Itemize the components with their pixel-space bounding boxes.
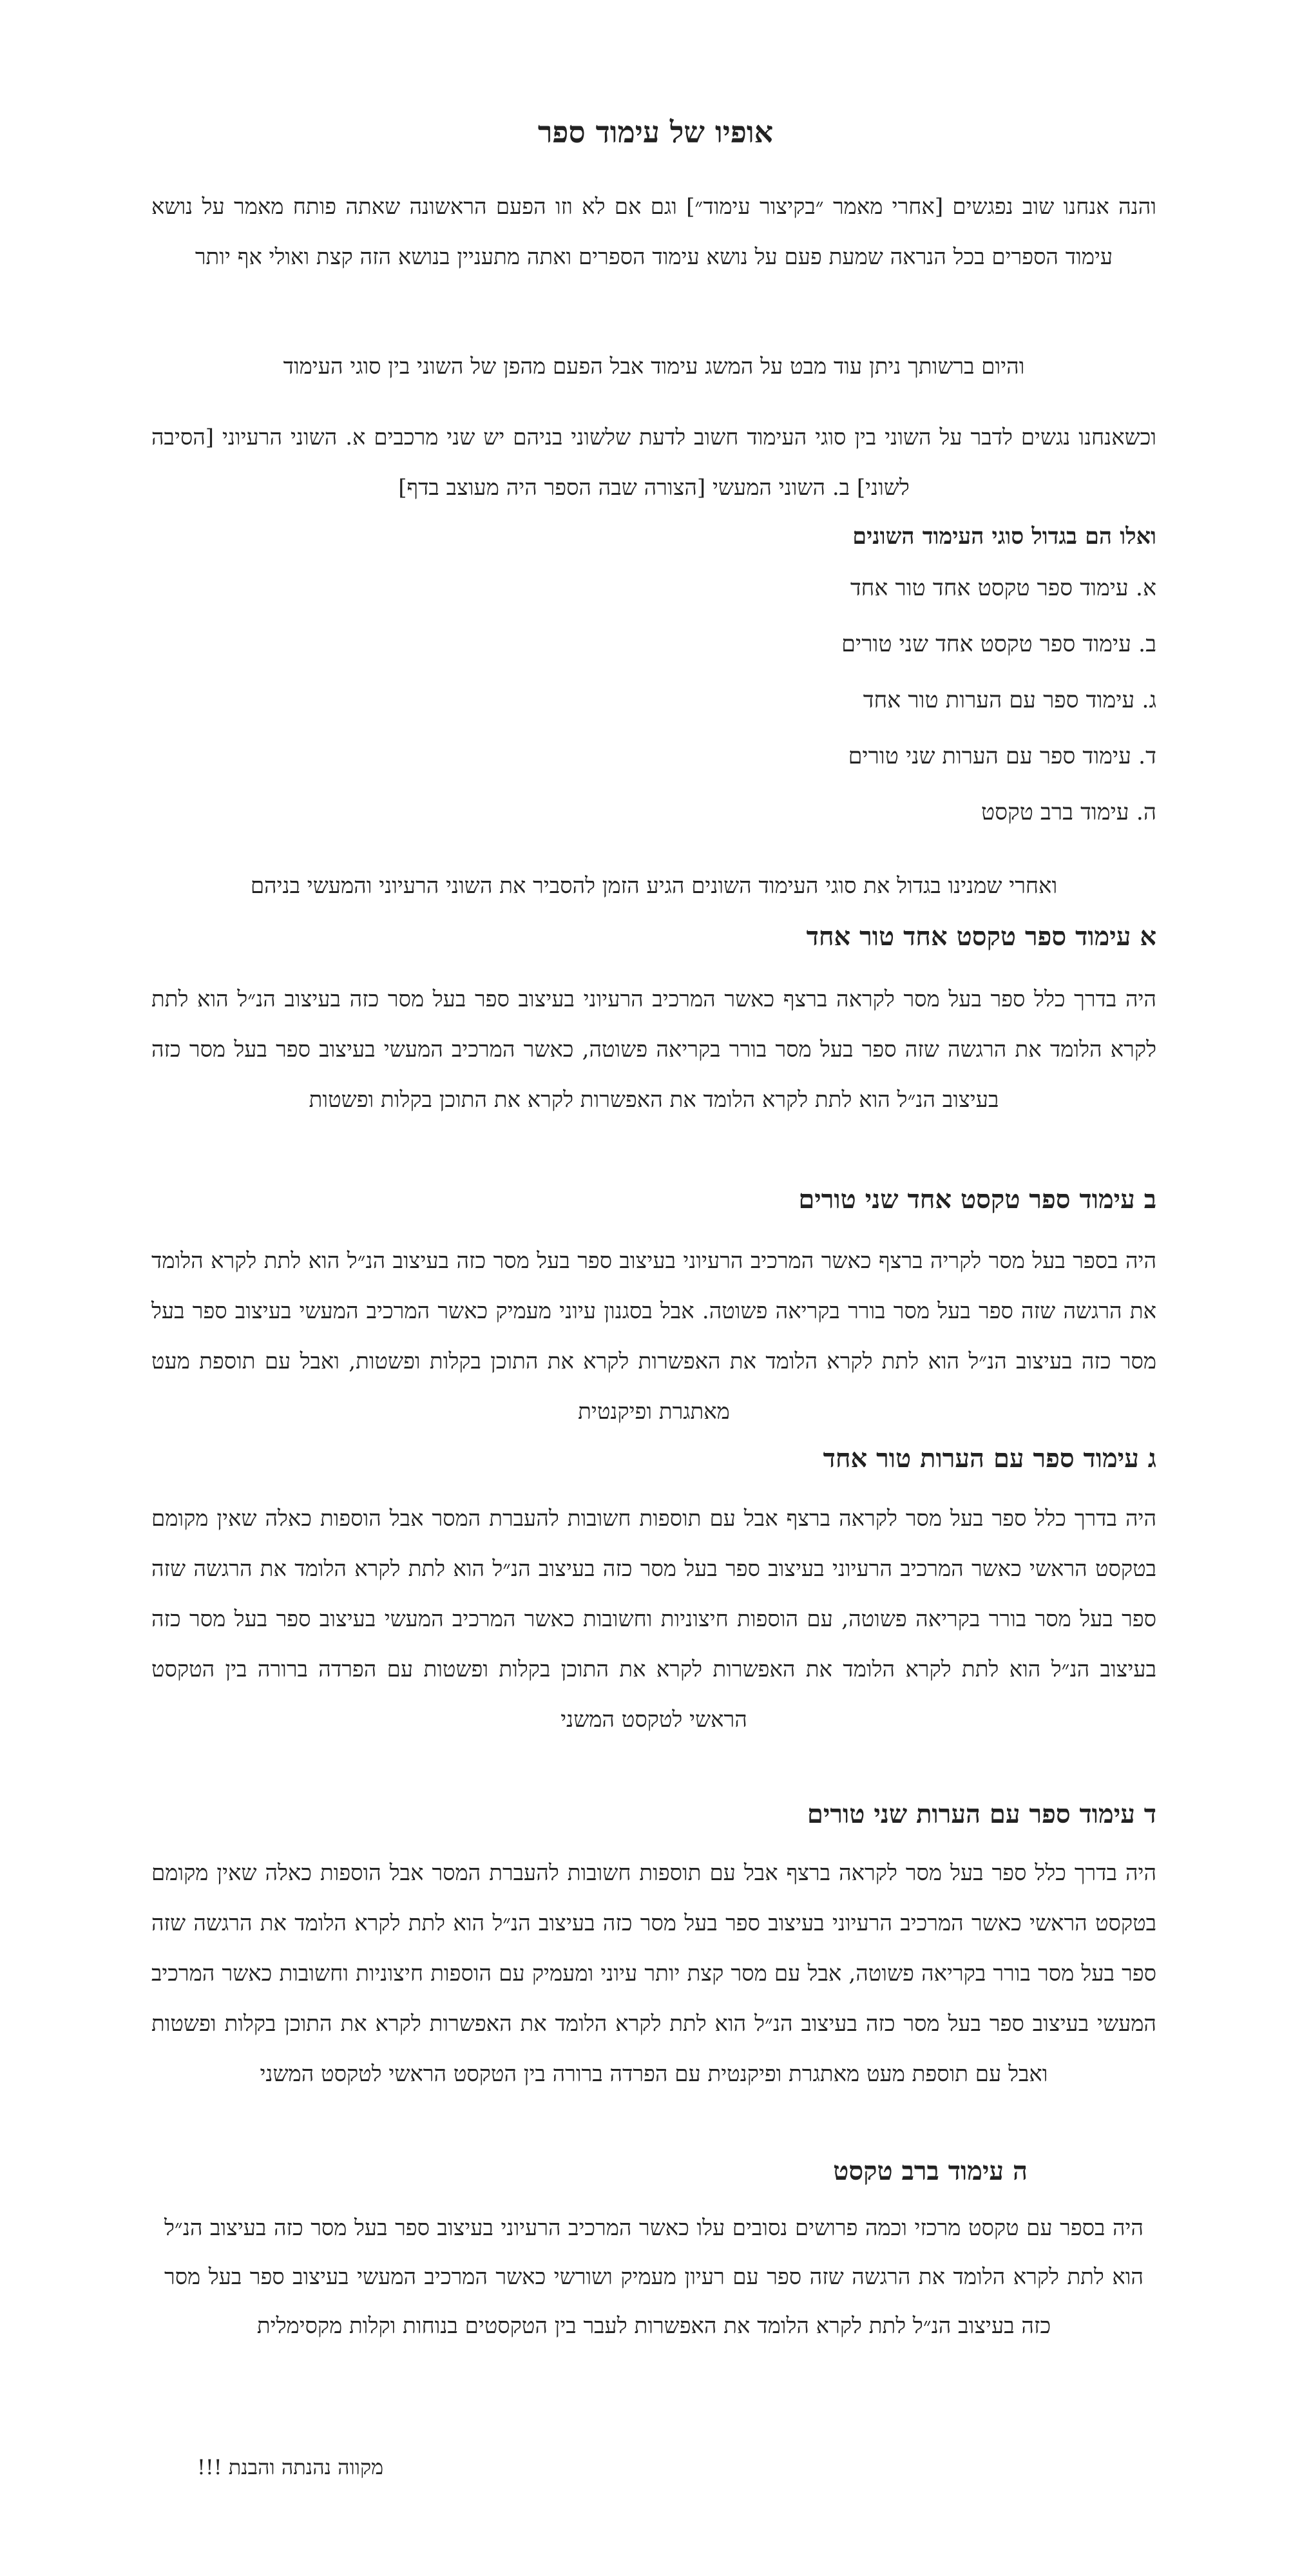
types-heading: ואלו הם בגדול סוגי העימוד השונים [852, 523, 1156, 550]
transition-paragraph: ואחרי שמנינו בגדול את סוגי העימוד השונים הגיע הזמן להסביר את השוני הרעיוני והמעשי בניהם [250, 873, 1058, 899]
section-heading: ב עימוד ספר טקסט אחד שני טורים [798, 1184, 1156, 1215]
differences-paragraph: וכשאנחנו נגשים לדבר על השוני בין סוגי העימוד חשוב לדעת שלשוני בניהם יש שני מרכבים א. השוני הרעיוני [הסיבה לשוני] ב. השוני המעשי [הצורה שבה הספר היה מעוצב בדף] [151, 425, 1156, 501]
section-heading: ד עימוד ספר עם הערות שני טורים [807, 1799, 1156, 1829]
section-body: היה בדרך כלל ספר בעל מסר לקראה ברצף כאשר המרכיב הרעיוני בעיצוב ספר בעל מסר כזה בעיצוב הנ״ל הוא לתת לקרא הלומד את הרגשה שזה ספר בעל מסר בורר בקריאה פשוטה, כאשר המרכיב המעשי בעיצוב ספר בעל מסר כזה בעיצוב הנ״ל הוא לתת לקרא הלומד את האפשרות לקרא את התוכן בקלות ופשטות [151, 986, 1156, 1113]
list-item: א. עימוד ספר טקסט אחד טור אחד [850, 575, 1156, 601]
types-list [841, 561, 1156, 841]
intro-paragraph: והנה אנחנו שוב נפגשים [אחרי מאמר ״בקיצור עימוד״] וגם אם לא וזו הפעם הראשונה שאתה פותח מאמר על נושא עימוד הספרים בכל הנראה שמעת פעם על נושא עימוד הספרים ואתה מתעניין בנושא הזה קצת ואולי אף יותר [151, 194, 1156, 270]
section-body: היה בדרך כלל ספר בעל מסר לקראה ברצף אבל עם תוספות חשובות להעברת המסר אבל הוספות כאלה שאין מקומם בטקסט הראשי כאשר המרכיב הרעיוני בעיצוב ספר בעל מסר כזה בעיצוב הנ״ל הוא לתת לקרא הלומד את הרגשה שזה ספר בעל מסר בורר בקריאה פשוטה, אבל עם מסר קצת יותר עיוני ומעמיק עם הוספות חיצוניות וחשובות כאשר המרכיב המעשי בעיצוב ספר בעל מסר כזה בעיצוב הנ״ל הוא לתת לקרא הלומד את האפשרות לקרא את התוכן בקלות ופשטות ואבל עם תוספת מעט מאתגרת ופיקנטית עם הפרדה ברורה בין הטקסט הראשי לטקסט המשני [151, 1860, 1156, 2087]
today-paragraph: והיום ברשותך ניתן עוד מבט על המשג עימוד אבל הפעם מהפן של השוני בין סוגי העימוד [283, 354, 1025, 380]
list-item: ד. עימוד ספר עם הערות שני טורים [848, 744, 1156, 769]
page-title: אופיו של עימוד ספר [537, 115, 774, 149]
section-heading: ה עימוד ברב טקסט [833, 2156, 1028, 2186]
list-item: ב. עימוד ספר טקסט אחד שני טורים [841, 631, 1156, 657]
section-body: היה בדרך כלל ספר בעל מסר לקראה ברצף אבל עם תוספות חשובות להעברת המסר אבל הוספות כאלה שאין מקומם בטקסט הראשי כאשר המרכיב הרעיוני בעיצוב ספר בעל מסר כזה בעיצוב הנ״ל הוא לתת לקרא הלומד את הרגשה שזה ספר בעל מסר בורר בקריאה פשוטה, עם הוספות חיצוניות וחשובות כאשר המרכיב המעשי בעיצוב ספר בעל מסר כזה בעיצוב הנ״ל הוא לתת לקרא הלומד את האפשרות לקרא את התוכן בקלות ופשטות עם הפרדה ברורה בין הטקסט הראשי לטקסט המשני [151, 1506, 1156, 1733]
closing-note: מקווה נהנתה והבנת !!! [197, 2455, 384, 2479]
section-body: היה בספר עם טקסט מרכזי וכמה פרושים נסובים עלו כאשר המרכיב הרעיוני בעיצוב ספר בעל מסר כזה בעיצוב הנ״ל הוא לתת לקרא הלומד את הרגשה שזה ספר עם רעיון מעמיק ושורשי כאשר המרכיב המעשי בעיצוב ספר בעל מסר כזה בעיצוב הנ״ל לתת לקרא הלומד את האפשרות לעבר בין הטקסטים בנוחות וקלות מקסימלית [164, 2215, 1144, 2339]
section-body: היה בספר בעל מסר לקריה ברצף כאשר המרכיב הרעיוני בעיצוב ספר בעל מסר כזה בעיצוב הנ״ל הוא לתת לקרא הלומד את הרגשה שזה ספר בעל מסר בורר בקריאה פשוטה. אבל בסגנון עיוני מעמיק כאשר המרכיב המעשי בעיצוב ספר בעל מסר כזה בעיצוב הנ״ל הוא לתת לקרא הלומד את האפשרות לקרא את התוכן בקלות ופשטות, ואבל עם תוספת מעט מאתגרת ופיקנטית [151, 1248, 1156, 1425]
list-item: ה. עימוד ברב טקסט [981, 800, 1156, 825]
section-heading: ג עימוד ספר עם הערות טור אחד [823, 1443, 1156, 1474]
list-item: ג. עימוד ספר עם הערות טור אחד [863, 687, 1156, 713]
section-heading: א עימוד ספר טקסט אחד טור אחד [806, 921, 1156, 952]
